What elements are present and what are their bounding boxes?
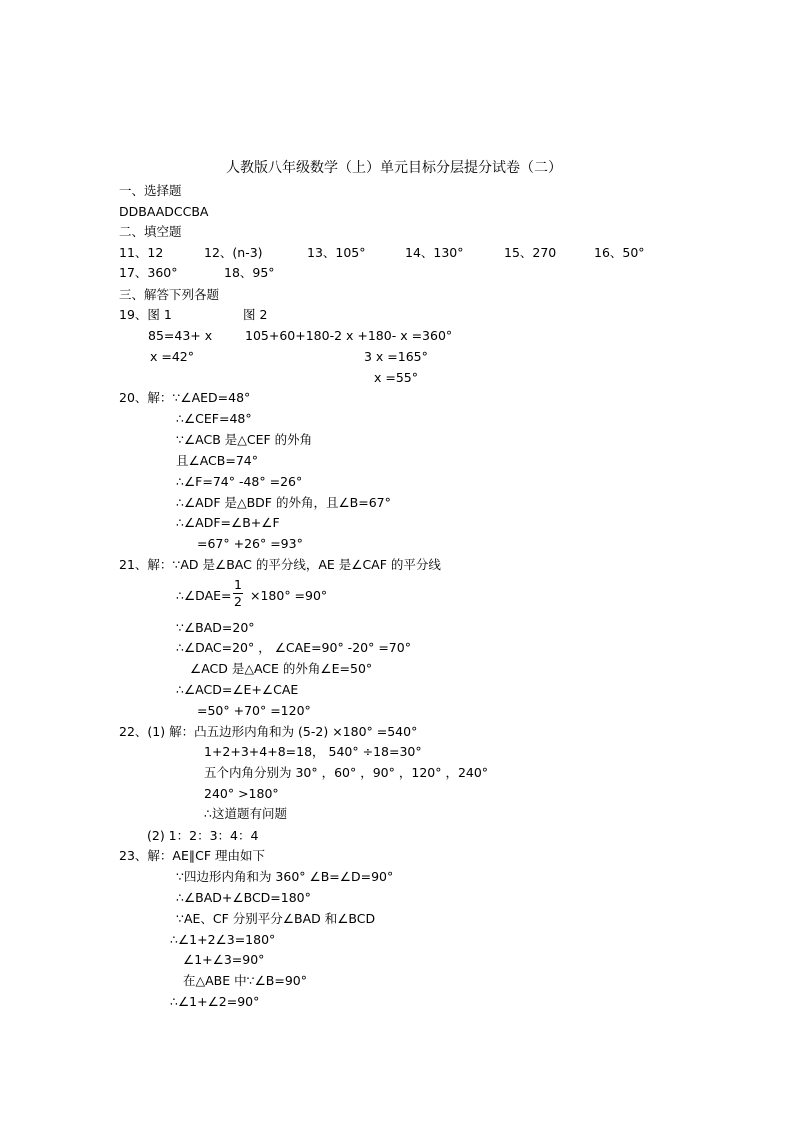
fill-answer: 16、50° (594, 245, 645, 260)
q20-line: ∴∠ADF=∠B+∠F (176, 515, 280, 530)
q23-line: ∴∠BAD+∠BCD=180° (176, 890, 311, 905)
q20-line: 20、解：∵∠AED=48° (119, 390, 251, 405)
q23-line: ∵四边形内角和为 360° ∠B=∠D=90° (176, 869, 394, 884)
fraction-numerator: 1 (234, 577, 242, 592)
q20-line: ∴∠F=74° -48° =26° (176, 474, 303, 489)
q19-fig2-result: x =55° (374, 370, 419, 385)
fraction-one-half (233, 578, 243, 609)
q21-line: ∴∠ACD=∠E+∠CAE (176, 682, 299, 697)
choice-answers: DDBAADCCBA (119, 204, 209, 219)
q23-line: ∵AE、CF 分别平分∠BAD 和∠BCD (176, 911, 376, 926)
q23-line: ∴∠1+2∠3=180° (170, 932, 276, 947)
q20-line: 且∠ACB=74° (176, 453, 258, 468)
q20-line: ∴∠CEF=48° (176, 411, 252, 426)
q22-line: 240° >180° (204, 786, 279, 801)
q19-figure2-label: 图 2 (243, 307, 268, 322)
q19-fig2-equation: 105+60+180-2 x +180- x =360° (245, 328, 453, 343)
q20-line: ∵∠ACB 是△CEF 的外角 (176, 432, 313, 447)
q19-fig1-result: x =42° (150, 349, 195, 364)
q21-line: 21、解：∵AD 是∠BAC 的平分线，AE 是∠CAF 的平分线 (119, 557, 441, 572)
q21-line: ∴∠DAE= (176, 588, 232, 603)
section-heading-fill: 二、填空题 (119, 224, 182, 239)
q19-fig2-step: 3 x =165° (364, 349, 428, 364)
fill-answer: 13、105° (307, 245, 366, 260)
q21-line: ×180° =90° (250, 588, 328, 603)
fill-answer: 18、95° (224, 265, 275, 280)
q19-label: 19、图 1 (119, 307, 172, 322)
fill-answer: 14、130° (405, 245, 464, 260)
fill-answer: 17、360° (119, 265, 178, 280)
q21-line: =50° +70° =120° (197, 703, 311, 718)
q22-line: ∴这道题有问题 (204, 806, 287, 821)
q22-line: (2) 1：2：3：4：4 (147, 828, 259, 843)
q23-line: ∠1+∠3=90° (183, 952, 265, 967)
q19-fig1-equation: 85=43+ x (148, 328, 213, 343)
q20-line: ∴∠ADF 是△BDF 的外角，且∠B=67° (176, 495, 391, 510)
section-heading-choice: 一、选择题 (119, 183, 182, 198)
fill-answer: 15、270 (504, 245, 557, 260)
q23-line: ∴∠1+∠2=90° (170, 994, 260, 1009)
section-heading-solutions: 三、解答下列各题 (119, 287, 220, 302)
q23-line: 在△ABE 中∵∠B=90° (183, 973, 307, 988)
q21-line: ∴∠DAC=20° ， ∠CAE=90° -20° =70° (176, 640, 411, 655)
q20-line: =67° +26° =93° (197, 536, 303, 551)
q23-line: 23、解：AE∥CF 理由如下 (119, 848, 265, 863)
q21-line: ∵∠BAD=20° (176, 620, 255, 635)
q22-line: 22、(1) 解：凸五边形内角和为 (5-2) ×180° =540° (119, 724, 418, 739)
page-title: 人教版八年级数学（上）单元目标分层提分试卷（二） (226, 160, 562, 176)
q21-line: ∠ACD 是△ACE 的外角∠E=50° (190, 661, 373, 676)
fill-answer: 11、12 (119, 245, 164, 260)
fraction-denominator: 2 (234, 594, 242, 609)
q22-line: 五个内角分别为 30° ，60° ，90° ，120° ，240° (204, 765, 489, 780)
q22-line: 1+2+3+4+8=18， 540° ÷18=30° (204, 744, 422, 759)
fill-answer: 12、(n-3) (204, 245, 263, 260)
